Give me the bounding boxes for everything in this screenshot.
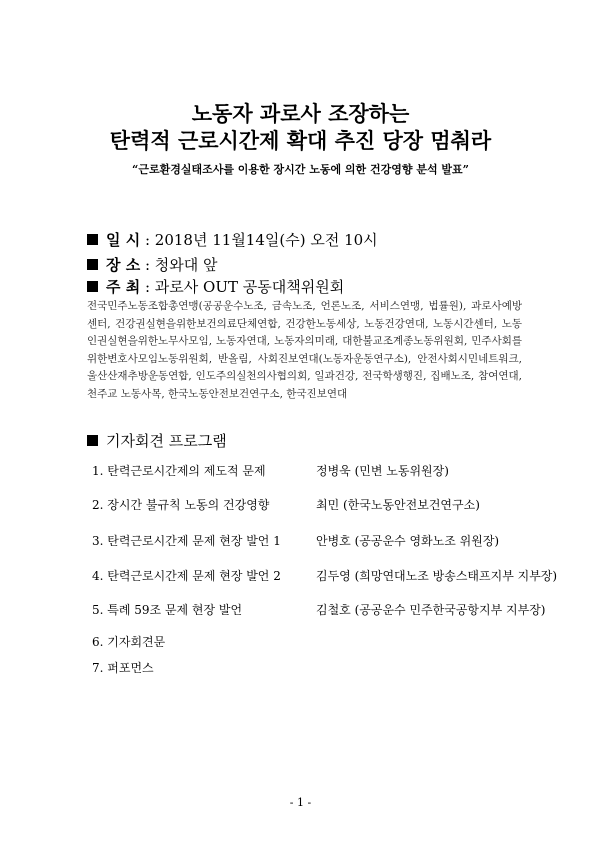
subtitle: “근로환경실태조사를 이용한 장시간 노동에 의한 건강영향 분석 발표” [132,163,469,176]
program-item-label: 5. 특례 59조 문제 현장 발언 [92,603,243,617]
date-label: 일 시 [106,231,141,249]
program-item-label: 6. 기자회견문 [92,635,166,649]
date-value: 2018년 11월14일(수) 오전 10시 [154,231,378,249]
program-item-label: 2. 장시간 불규칙 노동의 건강영향 [92,498,270,512]
place-value: 청와대 앞 [154,256,218,274]
program-item-person: 정병욱 (민변 노동위원장) [316,464,449,478]
program-item-person: 김두영 (희망연대노조 방송스태프지부 지부장) [316,569,558,583]
host-value: 과로사 OUT 공동대책위원회 [154,278,345,296]
info-place: 장 소 : 청와대 앞 [87,254,218,275]
square-bullet-icon [87,234,98,245]
organizations-list: 전국민주노동조합총연맹(공공운수노조, 금속노조, 언론노조, 서비스연맹, 법률원), 과로사예방센터, 건강권실현을위한보건의료단체연합, 건강한노동세상, 노동건강연대, 노동시간센터, 노동인권실현을위한노무사모임, 노동자연대, 노동자의미래, 대한불교조계종노동위원회, 민주사회를위한변호사모임노동위원회, 반올림, 사회진보연대(노동자운동연구소), 안전사회시민네트워크, 울산산재추방운동연합, 인도주의실천의사협의회, 일과건강, 전국학생행진, 집배노조, 참여연대, 천주교 노동사목, 한국노동안전보건연구소, 한국진보연대 [87,300,522,400]
program-item-label: 7. 퍼포먼스 [92,661,154,675]
title-line-2: 탄력적 근로시간제 확대 추진 당장 멈춰라 [109,128,492,153]
host-label: 주 최 [106,278,141,296]
program-heading [87,430,227,451]
program-item-label: 1. 탄력근로시간제의 제도적 문제 [92,464,266,478]
program-item-label: 3. 탄력근로시간제 문제 현장 발언 1 [92,534,281,548]
info-host: 주 최 : 과로사 OUT 공동대책위원회 [87,276,344,297]
program-item-person: 최민 (한국노동안전보건연구소) [316,498,480,512]
program-heading-text: 기자회견 프로그램 [106,432,227,450]
square-bullet-icon [87,259,98,270]
place-label: 장 소 [106,256,141,274]
program-item-label: 4. 탄력근로시간제 문제 현장 발언 2 [92,569,281,583]
program-item-person: 김철호 (공공운수 민주한국공항지부 지부장) [316,603,546,617]
info-date: 일 시 : 2018년 11월14일(수) 오전 10시 [87,229,378,250]
title-line-1: 노동자 과로사 조장하는 [191,101,410,126]
square-bullet-icon [87,281,98,292]
square-bullet-icon [87,435,98,446]
program-item-person: 안병호 (공공운수 영화노조 위원장) [316,534,500,548]
page-number: - 1 - [289,796,312,809]
